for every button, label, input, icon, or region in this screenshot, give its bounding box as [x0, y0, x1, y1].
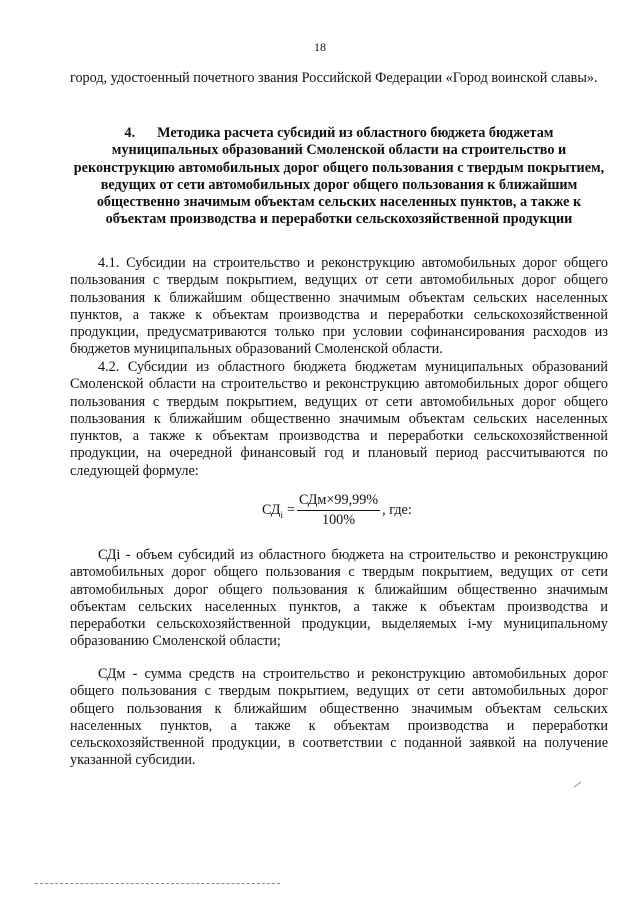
footer-separator-line	[35, 883, 280, 884]
page-number: 18	[314, 40, 326, 54]
definition-sd-i: СДi - объем субсидий из областного бюджета на строительство и реконструкцию автомобильных дорог общего пользования с твердым покрытием, ведущих от сети автомобильных дорог общего пользования к ближайшим общественно значимым объектам сельских населенных пунктов, а также к объектам производства и переработки сельскохозяйственной продукции, выделяемых i-му муниципальному образованию Смоленской области;	[70, 547, 608, 650]
margin-tick-mark	[574, 782, 582, 788]
formula-lhs-main: СД	[262, 501, 281, 518]
formula-equals: =	[286, 502, 295, 518]
paragraph-4-2: 4.2. Субсидии из областного бюджета бюджетам муниципальных образований Смоленской области на строительство и реконструкцию автомобильных дорог общего пользования с твердым покрытием, ведущих от сети автомобильных дорог общего пользования к ближайшим общественно значимым объектам сельских населенных пунктов, а также к объектам производства и переработки сельскохозяйственной продукции, на очередной финансовый год и плановый период рассчитываются по следующей формуле:	[70, 359, 608, 479]
formula-lhs	[262, 502, 283, 520]
formula-suffix: , где:	[382, 502, 412, 518]
intro-paragraph: город, удостоенный почетного звания Российской Федерации «Город воинской славы».	[70, 70, 598, 86]
section-number: 4.	[124, 125, 136, 141]
formula-fraction	[297, 492, 380, 529]
section-title: Методика расчета субсидий из областного бюджета бюджетам муниципальных образований Смоленской области на строительство и реконструкцию автомобильных дорог общего пользования с твердым покрытием, ведущих от сети автомобильных дорог общего пользования к ближайшим общественно значимым объектам сельских населенных пунктов, а также к объектам производства и переработки сельскохозяйственной продукции	[73, 125, 605, 228]
subsidy-formula	[262, 492, 412, 529]
formula-numerator: СДм×99,99%	[297, 492, 380, 511]
definition-sd-m: СДм - сумма средств на строительство и реконструкцию автомобильных дорог общего пользования с твердым покрытием, ведущих от сети автомобильных дорог общего пользования к ближайшим общественно значимым объектам сельских населенных пунктов, а также к объектам производства и переработки сельскохозяйственной продукции, в соответствии с поданной заявкой на получение указанной субсидии.	[70, 666, 608, 769]
formula-lhs-subscript: i	[280, 509, 283, 520]
paragraph-4-1: 4.1. Субсидии на строительство и реконструкцию автомобильных дорог общего пользования с твердым покрытием, ведущих от сети автомобильных дорог общего пользования к ближайшим общественно значимым объектам сельских населенных пунктов, а также к объектам производства и переработки сельскохозяйственной продукции, предусматриваются только при условии софинансирования расходов из бюджетов муниципальных образований Смоленской области.	[70, 255, 608, 358]
formula-denominator: 100%	[321, 512, 356, 528]
section-heading	[70, 125, 608, 229]
